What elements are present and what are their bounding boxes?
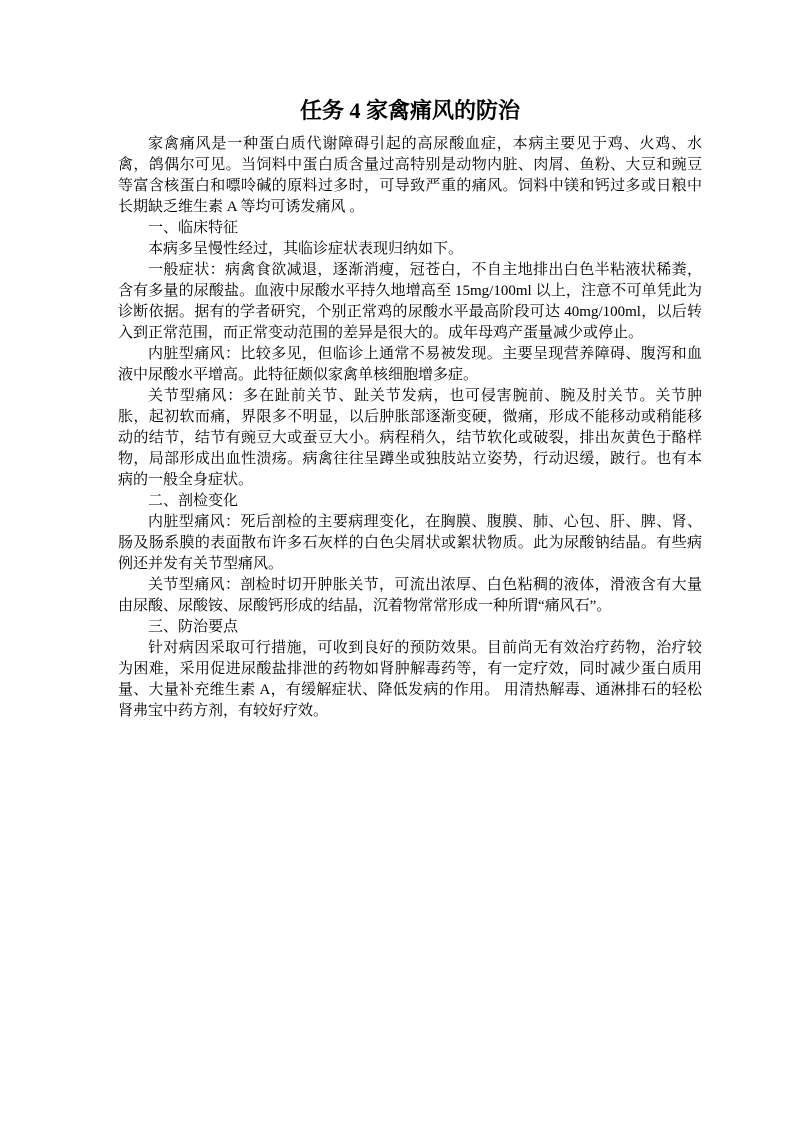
paragraph: 针对病因采取可行措施，可收到良好的预防效果。目前尚无有效治疗药物，治疗较为困难，采用促进尿酸盐排泄的药物如肾肿解毒药等，有一定疗效，同时减少蛋白质用量、大量补充维生素 A，有缓解症状、降低发病的作用。 用清热解毒、通淋排石的轻松肾弗宝中药方剂，有较好疗效。	[118, 640, 702, 719]
section-heading: 三、防治要点	[148, 619, 239, 635]
document-title: 任务 4 家禽痛风的防治	[299, 98, 520, 123]
section-heading: 一、临床特征	[148, 220, 239, 236]
paragraph: 关节型痛风：剖检时切开肿胀关节，可流出浓厚、白色粘稠的液体，滑液含有大量由尿酸、尿酸铵、尿酸钙形成的结晶，沉着物常常形成一种所谓“痛风石”。	[118, 577, 702, 614]
paragraph: 关节型痛风：多在趾前关节、趾关节发病，也可侵害腕前、腕及肘关节。关节肿胀，起初软而痛，界限多不明显，以后肿胀部逐渐变硬，微痛，形成不能移动或稍能移动的结节，结节有豌豆大或蚕豆大小。病程稍久，结节软化或破裂，排出灰黄色于酪样物，局部形成出血性溃疡。病禽往往呈蹲坐或独肢站立姿势，行动迟缓，跛行。也有本病的一般全身症状。	[118, 388, 702, 488]
paragraph: 内脏型痛风：死后剖检的主要病理变化，在胸膜、腹膜、肺、心包、肝、脾、肾、肠及肠系膜的表面散布许多石灰样的白色尖屑状或絮状物质。此为尿酸钠结晶。有些病例还并发有关节型痛风。	[118, 514, 702, 572]
paragraph: 家禽痛风是一种蛋白质代谢障碍引起的高尿酸血症，本病主要见于鸡、火鸡、水禽，鸽偶尔可见。当饲料中蛋白质含量过高特别是动物内脏、肉屑、鱼粉、大豆和豌豆等富含核蛋白和嘌呤碱的原料过多时，可导致严重的痛风。饲料中镁和钙过多或日粮中长期缺乏维生素 A 等均可诱发痛风 。	[118, 136, 702, 215]
paragraph: 内脏型痛风：比较多见，但临诊上通常不易被发现。主要呈现营养障碍、腹泻和血液中尿酸水平增高。此特征颇似家禽单核细胞增多症。	[118, 346, 702, 383]
paragraph: 本病多呈慢性经过，其临诊症状表现归纳如下。	[148, 241, 464, 257]
paragraph: 一般症状：病禽食欲减退，逐渐消瘦，冠苍白，不自主地排出白色半粘液状稀粪，含有多量的尿酸盐。血液中尿酸水平持久地增高至 15mg/100ml 以上，注意不可单凭此为诊断依据。据有的学者研究，个别正常鸡的尿酸水平最高阶段可达 40mg/100ml，以后转入到正常范围，而正常变动范围的差异是很大的。成年母鸡产蛋量减少或停止。	[118, 262, 702, 341]
document-sections	[118, 134, 702, 722]
document-content	[118, 96, 702, 722]
section-heading: 二、剖检变化	[148, 493, 239, 509]
